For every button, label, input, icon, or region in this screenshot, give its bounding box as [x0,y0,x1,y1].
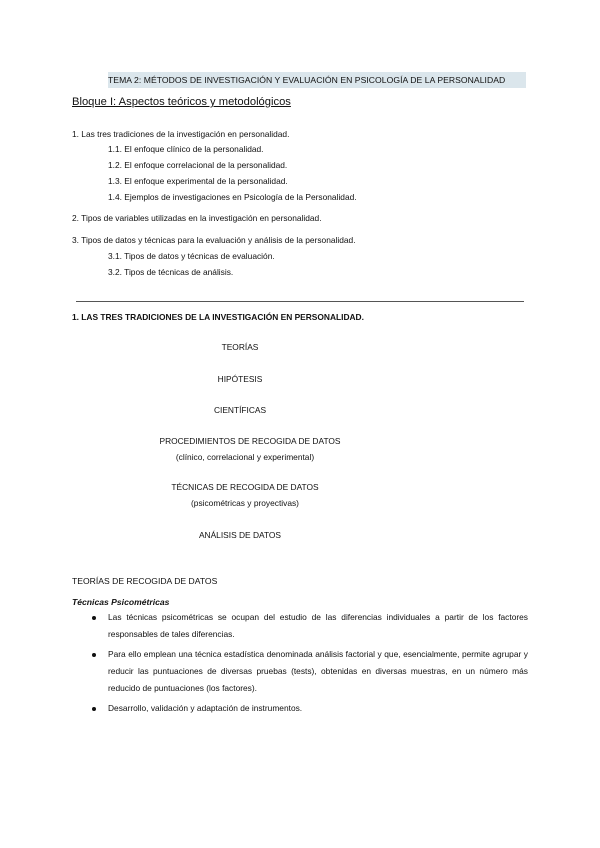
flow-hipotesis: HIPÓTESIS [217,374,263,384]
flow-tecnicas: TÉCNICAS DE RECOGIDA DE DATOS [171,482,319,492]
flow-cientificas: CIENTÍFICAS [213,405,267,415]
section-divider [76,301,524,302]
bloque-title: Bloque I: Aspectos teóricos y metodológicos [72,96,291,108]
flow-procedimientos: PROCEDIMIENTOS DE RECOGIDA DE DATOS [159,436,341,446]
bullet-text-3: Desarrollo, validación y adaptación de instrumentos. [108,703,303,713]
flow-procedimientos-sub: (clínico, correlacional y experimental) [175,452,315,462]
toc-item-1-4: 1.4. Ejemplos de investigaciones en Psicología de la Personalidad. [108,192,357,202]
bullet-dot [92,707,96,711]
tecnicas-psicometricas-subheading: Técnicas Psicométricas [72,597,170,607]
flow-teorias: TEORÍAS [221,342,259,352]
flow-analisis: ANÁLISIS DE DATOS [198,530,282,540]
bullet-dot [92,653,96,657]
flow-tecnicas-sub: (psicométricas y proyectivas) [191,498,299,508]
toc-item-2: 2. Tipos de variables utilizadas en la investigación en personalidad. [72,213,322,223]
toc-item-3-2: 3.2. Tipos de técnicas de análisis. [108,267,234,277]
section-1-heading: 1. LAS TRES TRADICIONES DE LA INVESTIGACIÓN EN PERSONALIDAD. [72,312,364,322]
toc-item-1-1: 1.1. El enfoque clínico de la personalidad. [108,144,264,154]
toc-item-1-2: 1.2. El enfoque correlacional de la personalidad. [108,160,288,170]
teorias-heading: TEORÍAS DE RECOGIDA DE DATOS [72,576,218,586]
toc-item-3: 3. Tipos de datos y técnicas para la evaluación y análisis de la personalidad. [72,235,356,245]
toc-item-3-1: 3.1. Tipos de datos y técnicas de evaluación. [108,251,275,261]
bullet-text-2: Para ello emplean una técnica estadística denominada análisis factorial y que, esencialmente, permite agrupar y reducir las puntuaciones de diversas pruebas (tests), obtenidas en diversas muestras, en un número más reducido de puntuaciones (los factores). [108,649,528,693]
toc-item-1: 1. Las tres tradiciones de la investigación en personalidad. [72,129,290,139]
bullet-dot [92,616,96,620]
document-title: TEMA 2: MÉTODOS DE INVESTIGACIÓN Y EVALUACIÓN EN PSICOLOGÍA DE LA PERSONALIDAD [108,72,526,88]
bullet-text-1: Las técnicas psicométricas se ocupan del estudio de las diferencias individuales a partir de los factores responsables de tales diferencias. [108,612,528,639]
toc-item-1-3: 1.3. El enfoque experimental de la personalidad. [108,176,288,186]
